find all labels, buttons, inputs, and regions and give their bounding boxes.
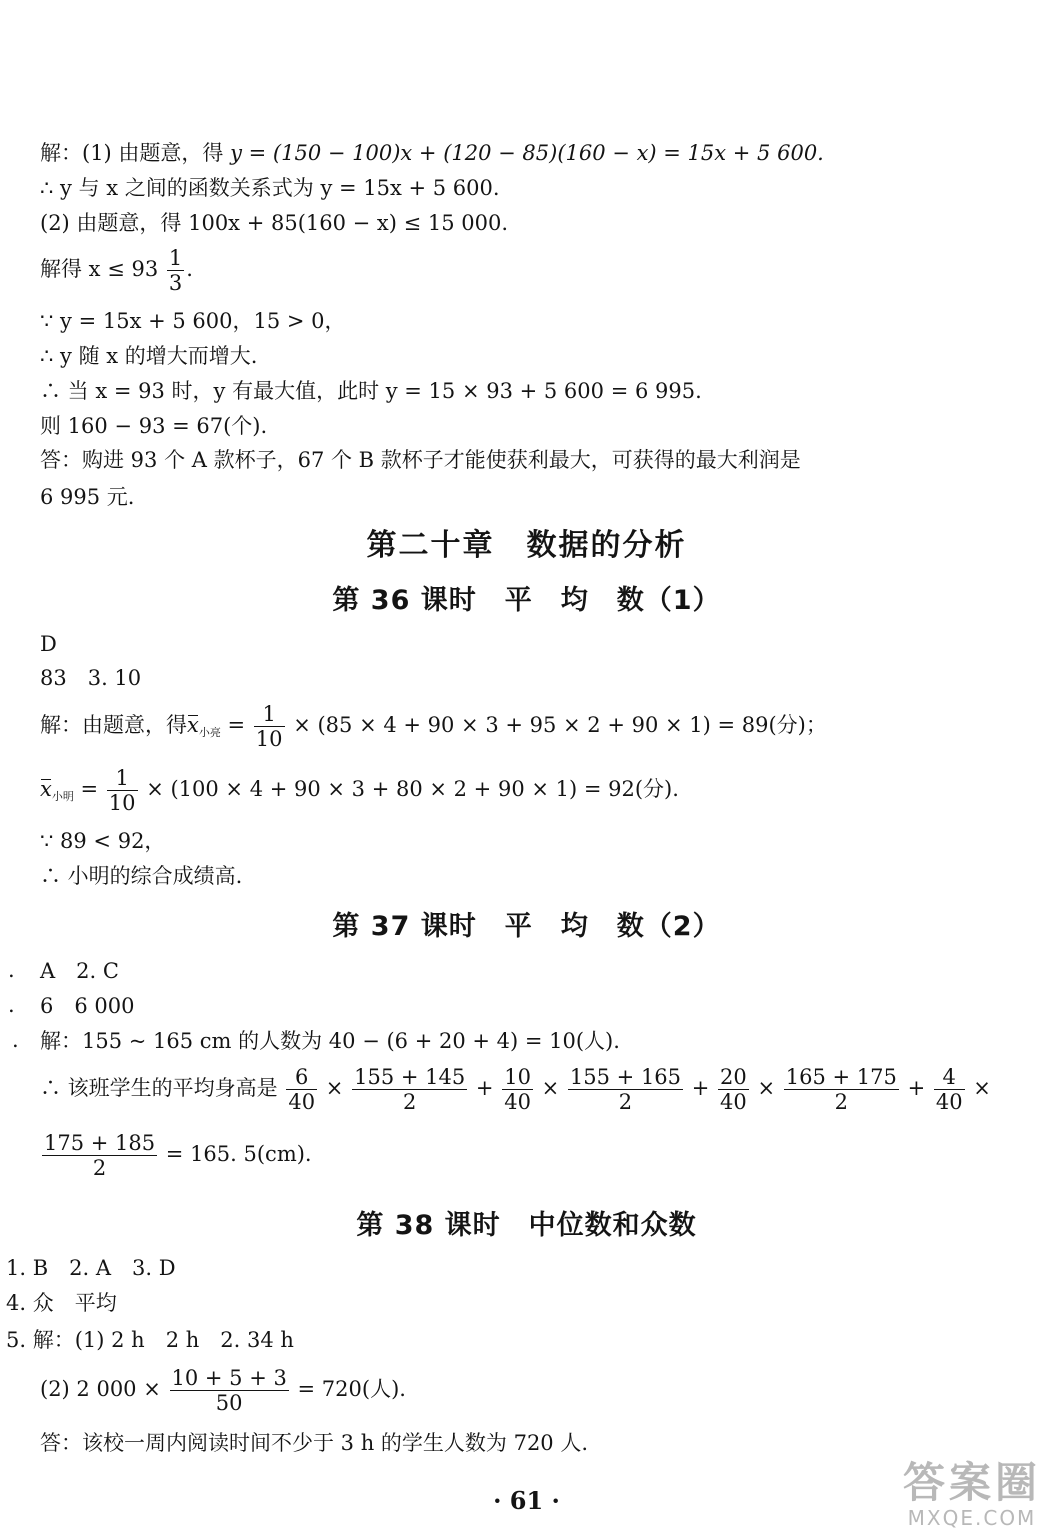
fraction: $\frac{6}{40}$ — [288, 1065, 316, 1114]
fraction: $\frac{10}{40}$ — [504, 1065, 531, 1114]
lesson-38-answer-1: 1. B 2. A 3. D — [6, 1256, 176, 1280]
lesson-38-answer-3: 5. 解：(1) 2 h 2 h 2. 34 h — [6, 1328, 294, 1352]
lesson-36-solution-4: ∴ 小明的综合成绩高. — [40, 864, 243, 888]
answer-line-1: 答：购进 93 个 A 款杯子，67 个 B 款杯子才能使获利最大，可获得的最大利润是 — [40, 448, 801, 472]
solution-line-7: ∴ 当 x = 93 时，y 有最大值，此时 y = 15 × 93 + 5 600 = 6 995. — [40, 379, 702, 403]
lesson-37-solution-2: ∴ 该班学生的平均身高是 $\frac{6}{40}$ × $\frac{155 + 145}{2}$ + $\frac{10}{40}$ × $\frac{155 + 165}{2}$ + $\frac{20}{40}$ × $\frac{165 + 175}{2}$ + $\frac{4}{40}$ × — [40, 1065, 991, 1114]
fraction: $\frac{1}{10}$ — [108, 766, 136, 815]
fraction: $\frac{1}{10}$ — [255, 702, 283, 751]
solution-line-3: (2) 由题意，得 100x + 85(160 − x) ≤ 15 000. — [40, 211, 509, 235]
lesson-37-title: 第 37 课时 平 均 数（2） — [332, 911, 721, 942]
fraction: $\frac{4}{40}$ — [935, 1065, 963, 1114]
cropped-marker: . — [12, 1028, 19, 1052]
lesson-37-answer-2: 6 6 000 — [40, 994, 135, 1018]
cropped-marker: . — [8, 958, 15, 982]
fraction: $\frac{165 + 175}{2}$ — [785, 1065, 897, 1114]
mean-symbol: x — [187, 713, 199, 737]
lesson-38-answer: 答：该校一周内阅读时间不少于 3 h 的学生人数为 720 人. — [40, 1431, 589, 1455]
fraction: $\frac{175 + 185}{2}$ — [44, 1131, 156, 1180]
solution-line-5: ∵ y = 15x + 5 600，15 > 0， — [40, 309, 346, 333]
lesson-38-title: 第 38 课时 中位数和众数 — [356, 1210, 697, 1241]
cropped-marker: . — [8, 993, 15, 1017]
fraction: $\frac{155 + 145}{2}$ — [354, 1065, 466, 1114]
lesson-36-title: 第 36 课时 平 均 数（1） — [332, 585, 721, 616]
lesson-36-answer-1: D — [40, 632, 57, 656]
lesson-37-answer-1: A 2. C — [40, 959, 119, 983]
lesson-38-answer-2: 4. 众 平均 — [6, 1291, 117, 1315]
lesson-36-solution-3: ∵ 89 < 92， — [40, 829, 166, 853]
page-number: · 61 · — [493, 1486, 560, 1515]
fraction: $\frac{20}{40}$ — [720, 1065, 747, 1114]
fraction: $\frac{155 + 165}{2}$ — [569, 1065, 682, 1114]
solution-line-4: 解得 x ≤ 93 $\frac{1}{3}$ . — [40, 246, 193, 295]
lesson-36-solution-1: 解：由题意，得$x_{小亮}$ = $\frac{1}{10}$ × (85 × 4 + 90 × 3 + 95 × 2 + 90 × 1) = 89(分)； — [40, 702, 827, 751]
solution-line-6: ∴ y 随 x 的增大而增大. — [40, 344, 258, 368]
mean-symbol: x — [40, 777, 52, 801]
solution-line-2: ∴ y 与 x 之间的函数关系式为 y = 15x + 5 600. — [40, 176, 500, 200]
solution-line-8: 则 160 − 93 = 67(个). — [40, 414, 268, 438]
watermark-logo: 答案圈 MXQE.COM — [902, 1458, 1041, 1530]
lesson-36-solution-2: $x_{小明}$ = $\frac{1}{10}$ × (100 × 4 + 90 × 3 + 80 × 2 + 90 × 1) = 92(分). — [40, 766, 679, 815]
lesson-38-solution-2: (2) 2 000 × $\frac{10 + 5 + 3}{50}$ = 720(人). — [40, 1366, 406, 1415]
fraction-one-third: $\frac{1}{3}$ — [168, 246, 183, 295]
lesson-37-solution-3: $\frac{175 + 185}{2}$ = 165. 5(cm). — [44, 1131, 312, 1180]
equation: y = (150 − 100)x + (120 − 85)(160 − x) = 15x + 5 600. — [230, 141, 824, 165]
lesson-37-solution-1: 解：155 ~ 165 cm 的人数为 40 − (6 + 20 + 4) = 10(人). — [40, 1029, 620, 1053]
solution-line-1: 解：(1) 由题意，得 y = (150 − 100)x + (120 − 85)(160 − x) = 15x + 5 600. — [40, 141, 824, 165]
fraction: $\frac{10 + 5 + 3}{50}$ — [171, 1366, 287, 1415]
chapter-title: 第二十章 数据的分析 — [366, 528, 687, 563]
lesson-36-answer-2: 83 3. 10 — [40, 666, 142, 690]
answer-line-2: 6 995 元. — [40, 485, 135, 509]
